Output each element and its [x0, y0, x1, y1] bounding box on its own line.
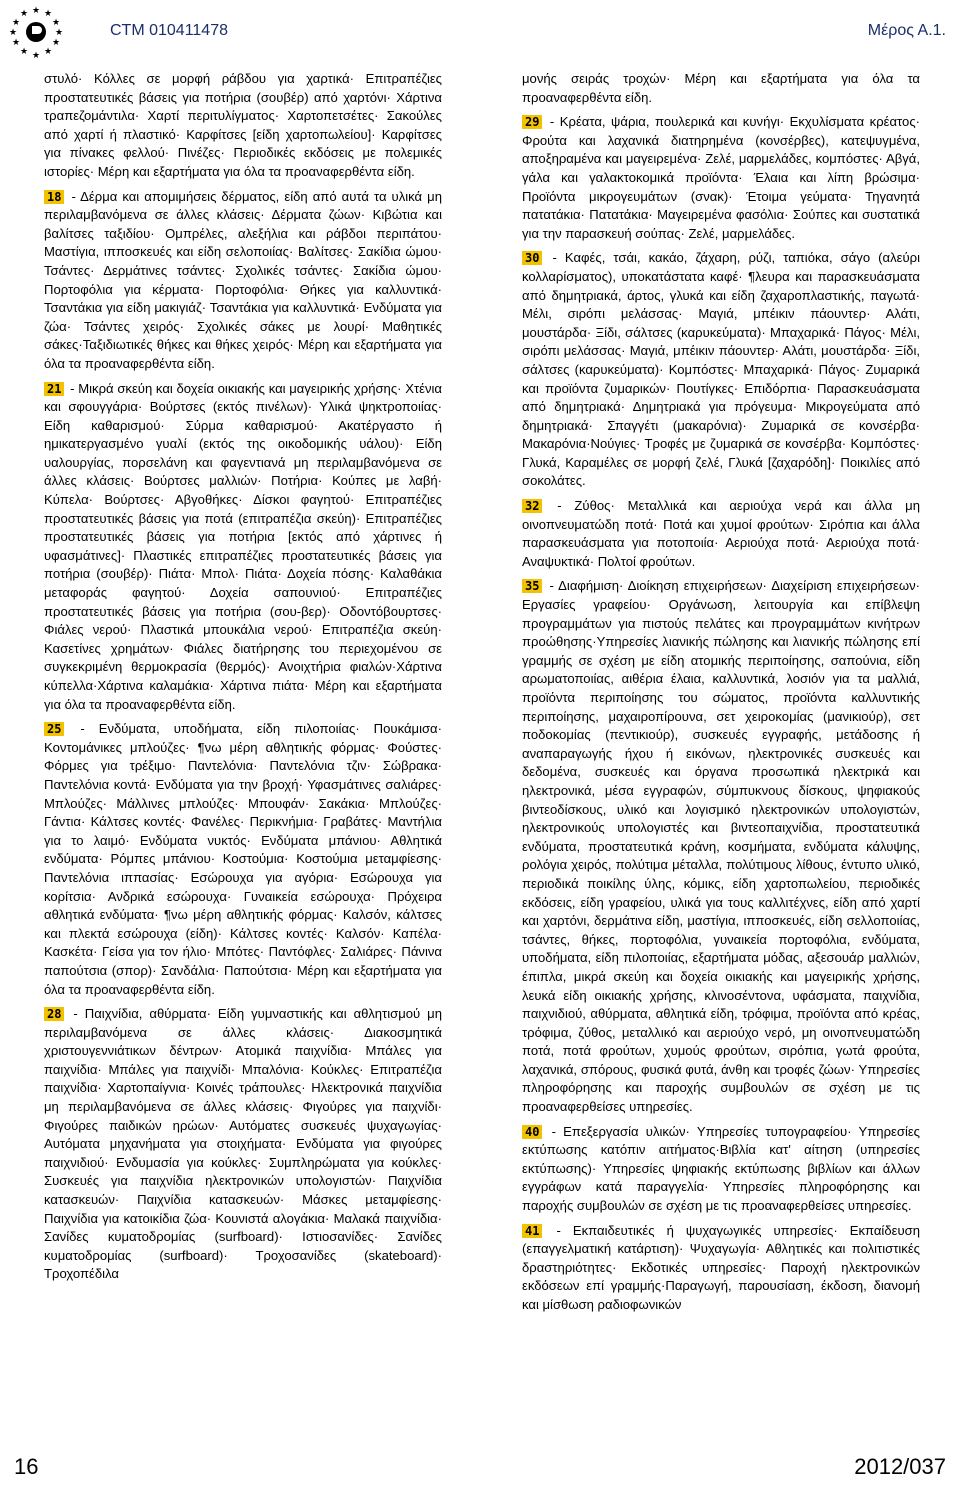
class-entry [44, 720, 442, 999]
class-text: - Παιχνίδια, αθύρματα· Είδη γυμναστικής και αθλητισμού μη περιλαμβανόμενα σε άλλες κλάσεις· Διακοσμητικά χριστουγεννιάτικων δέντρων· Ατομικά παιχνίδια· Μπάλες για παιχνίδια· Μπάλες για παιχνίδι· Μπαλόνια· Κούκλες· Επιτραπέζια παιχνίδια· Χαρτοπαίγνια· Κοινές τράπουλες· Ηλεκτρονικά παιχνίδια μη περιλαμβανόμενα σε άλλες κλάσεις· Φιγούρες για παιχνίδι· Φιγούρες παιδικών ηρώων· Αυτόματες συσκευές ψυχαγωγίας· Αυτόματα μηχανήματα για στοιχήματα· Ενδύματα για φιγούρες παιχνιδιού· Ενδυμασία για κούκλες· Συμπληρώματα για κούκλες· Συσκευές για παιχνίδια ηλεκτρονικών υπολογιστών· Παιχνίδια κατασκευών· Παιχνίδια κατασκευών· Μάσκες μεταμφίεσης· Παιχνίδια για κατοικίδια ζώα· Κουνιστά αλογάκια· Μαλακά παιχνίδια· Σανίδες κυματοδρομίας (surfboard)· Ιστιοσανίδες· Σανίδες κυματοδρομίας (surfboard)· Τροχοσανίδες (skateboard)· Τροχοπέδιλα [44, 1006, 442, 1282]
class-text: - Διαφήμιση· Διοίκηση επιχειρήσεων· Διαχείριση επιχειρήσεων· Εργασίες γραφείου· Οργάνωση, λειτουργία και επίβλεψη προγραμμάτων για πιστούς πελάτες και προγραμμάτων κινήτρων προώθησης·Υπηρεσίες λιανικής πώλησης και λιανικής πώλησης επί γραμμής σε σχέση με είδη ατομικής περιποίησης, σαπούνια, είδη αρωματοποιίας, αιθέρια έλαια, καλλυντικά, λοσιόν για τα μαλλιά, προϊόντα περιποίησης του σώματος, προϊόντα καλλυντικής περιποίησης, μαχαιροπίρουνα, σετ χειροκομίας (μανικιούρ), σετ ποδοκομίας (πεντικιούρ), συσκευές εγγραφής, μετάδοσης ή αναπαραγωγής ήχου ή εικόνων, ηλεκτρονικές συσκευές και δεδομένα, συσκευές και όργανα προσωπικά ηλεκτρικά και ηλεκτρονικά, μέσα εγγραφών, σύμπυκνους δίσκους, ψηφιακούς βιντεοδίσκους, υλικό και λογισμικό ηλεκτρονικών υπολογιστών, ηλεκτρονικούς υπολογιστές και βιντεοπαιχνίδια, προστατευτικά ενδύματα, προστατευτικά κράνη, κοσμήματα, ενδύματα κάλυψης, ρολόγια χειρός, πολύτιμα μέταλλα, πολύτιμους λίθους, έντυπο υλικό, περιοδικά ποικίλης ύλης, κόμικς, είδη χαρτοπωλείου, περιοδικές εκδόσεις, είδη γραφείου, υλικά για τους καλλιτέχνες, είδη από χαρτί και χαρτόνι, δερμάτινα είδη, μαστίγια, ιπποσκευές, είδη σελλοποιίας, τσάντες, θήκες, πορτοφόλια, γυναικεία πορτοφόλια, ενδύματα, υποδήματα, είδη πιλοποιίας, εξαρτήματα μόδας, αξεσουάρ μαλλιών, έπιπλα, μικρά σκεύη και δοχεία οικιακής και μαγειρικής χρήσης, λευκά είδη οικιακής χρήσης, κλινοσέντονα, υφάσματα, παιχνίδια, παιχνιδιού, αθύρματα, αθλητικά είδη, τρόφιμα, προϊόντα από κρέας, τρόφιμα, ζύθος, μεταλλικό και αεριούχο νερό, μη οινοπνευματώδη ποτά, ποτά φρούτων, χυμούς φρούτων, σιρόπια, γωτά φρούτα, λαχανικά, σπόρους, φυσικά φυτά, άνθη και τροφές ζώων· Υπηρεσίες πληροφόρησης και παροχής συμβουλών σε σχέση με τις προαναφερθείσες υπηρεσίες. [522, 578, 920, 1115]
class-number: 30 [522, 251, 542, 265]
svg-text:★: ★ [43, 9, 53, 19]
class-text: - Μικρά σκεύη και δοχεία οικιακής και μαγειρικής χρήσης· Χτένια και σφουγγάρια· Βούρτσες (εκτός πινέλων)· Υλικά ψηκτροποιίας· Είδη καθαρισμού· Σύρμα καθαρισμού· Ακατέργαστο ή ημικατεργασμένο γυαλί (εκτός της οικοδομικής υάλου)· Είδη υαλουργίας, πορσελάνη και φαγεντιανά μη περιλαμβανόμενα σε άλλες κλάσεις· Βούρτσες μαλλιών· Ποτήρια· Κούπες με λαβή· Κύπελα· Βούρτσες· Αβγοθήκες· Δίσκοι φαγητού· Επιτραπέζιες προστατευτικές βάσεις για ποτά (επιτραπέζια σκεύη)· Επιτραπέζιες προστατευτικές βάσεις για ποτήρια [εκτός από χάρτινες ή υφασμάτινες]· Πλαστικές επιτραπέζιες προστατευτικές βάσεις για ποτήρια (σουβέρ)· Πιάτα· Μπολ· Πιάτα· Δοχεία πόσης· Καλαθάκια μεταφοράς φαγητού· Δοχεία σαπουνιού· Επιτραπέζιες προστατευτικές βάσεις για ποτήρια (σου-βερ)· Οδοντόβουρτσες· Φιάλες νερού· Πλαστικά μπουκάλια νερού· Επιτραπέζια σκεύη· Κασετίνες χρημάτων· Φιάλες διατήρησης του περιεχομένου σε συγκεκριμένη θερμοκρασία (θερμός)· Ανοιχτήρια φιαλών·Χάρτινα κύπελλα·Χάρτινα καλαμάκια· Χάρτινα πιάτα· Μέρη και εξαρτήματα για όλα τα προαναφερθέντα είδη. [44, 380, 442, 712]
class-number: 29 [522, 115, 542, 129]
right-column [522, 70, 920, 1321]
class-number: 25 [44, 722, 64, 736]
class-number: 28 [44, 1007, 64, 1021]
class-entry [522, 577, 920, 1116]
class-number: 41 [522, 1224, 542, 1238]
class-text: - Κρέατα, ψάρια, πουλερικά και κυνήγι· Εκχυλίσματα κρέατος· Φρούτα και λαχανικά διατηρημένα (κονσέρβες), κατεψυγμένα, αποξηραμένα και μαγειρεμένα· Ζελέ, μαρμελάδες, κομπόστες· Αβγά, γάλα και γαλακτοκομικά προϊόντα· Έλαια και λίπη βρώσιμα· Προϊόντα μικρογευμάτων (σνακ)· Έτοιμα γεύματα· Τηγανητά πατατάκια· Πατατάκια· Μαγειρεμένα φασόλια· Σούπες και συστατικά για την παρασκευή σούπας· Ζελέ, μαρμελάδες. [522, 114, 920, 241]
class-number: 32 [522, 499, 542, 513]
class-text: - Εκπαιδευτικές ή ψυχαγωγικές υπηρεσίες· Εκπαίδευση (επαγγελματική κατάρτιση)· Ψυχαγωγία· Αθλητικές και πολιτιστικές δραστηριότητες· Εκδοτικές υπηρεσίες· Παροχή ηλεκτρονικών εκδόσεων επί γραμμής·Παραγωγή, παρουσίαση, έκδοση, διανομή και μίσθωση ραδιοφωνικών [522, 1222, 920, 1312]
class-text: - Καφές, τσάι, κακάο, ζάχαρη, ρύζι, ταπιόκα, σάγο (αλεύρι κολλαρίσματος), υποκατάστατα καφέ· ¶λευρα και παρασκευάσματα από δημητριακά, άρτος, γλυκά και είδη ζαχαροπλαστικής, παγωτά· Μέλι, σιρόπι μελάσσας· Μαγιά, μπέικιν πάουντερ· Αλάτι, μουστάρδα· Ξίδι, σάλτσες (καρυκεύματα)· Μπαχαρικά· Πάγος· Μέλι, σιρόπι μελάσσας· Μαγιά, μπέικιν πάουντερ· Αλάτι, μουστάρδα· Ξίδι, σάλτσες (καρυκεύματα)· Κομπόστες· Μπαχαρικά· Πάγος· Ζυμαρικά και προϊόντα ζυμαρικών· Πουτίγκες· Επιδόρπια· Παρασκευάσματα από δημητριακά· Δημητριακά για πρόγευμα· Μικρογεύματα από δημητριακά· Σπαγγέτι (μακαρόνια)· Ζυμαρικά σε κονσέρβα· Μακαρόνια·Νούγιες· Τροφές με ζυμαρικά σε κονσέρβα· Κομπόστες· Γλυκά, Καραμέλες σε μορφή ζελέ, Γλυκά [ζαχαρόδη]· Ποικιλίες από σοκολάτες. [522, 250, 920, 489]
class-entry [522, 1222, 920, 1315]
class-number: 40 [522, 1125, 542, 1139]
svg-text:★: ★ [19, 9, 29, 19]
svg-text:★: ★ [11, 38, 21, 48]
eu-stars-emblem-icon [8, 4, 64, 60]
class-text: - Δέρμα και απομιμήσεις δέρματος, είδη από αυτά τα υλικά μη περιλαμβανόμενα σε άλλες κλάσεις· Δέρματα ζώων· Κιβώτια και βαλίτσες ταξιδίου· Ομπρέλες, αλεξήλια και ράβδοι περιπάτου· Μαστίγια, ιπποσκευές και είδη σελοποιίας· Βαλίτσες· Σακίδια ώμου· Τσάντες· Δερμάτινες τσάντες· Σχολικές τσάντες· Σακίδια ώμου· Πορτοφόλια για κέρματα· Πορτοφόλια· Θήκες για καλλυντικά· Τσαντάκια για είδη μακιγιάζ· Τσαντάκια για καλλυντικά· Ενδύματα για ζώα· Τσάντες χειρός· Σχολικές σάκες με λουρί· Μαθητικές σάκες·Ταξιδιωτικές θήκες και θήκες χειρός· Μέρη και εξαρτήματα για όλα τα προαναφερθέντα είδη. [44, 188, 442, 371]
document-id: CTM 010411478 [110, 22, 228, 39]
continued-text: στυλό· Κόλλες σε μορφή ράβδου για χαρτικά· Επιτραπέζιες προστατευτικές βάσεις για ποτήρια (σουβέρ) από χαρτόνι· Χάρτινα τραπεζομάντιλα· Χαρτί περιτυλίγματος· Χαρτοπετσέτες· Σακούλες από χαρτί ή πλαστικό· Καρφίτσες [είδη χαρτοπωλείου]· Καρφίτσες για πίνακες φελλού· Πινέζες· Περιοδικές εκδόσεις με πολεμικές ιστορίες· Μέρη και εξαρτήματα για όλα τα προαναφερθέντα είδη. [44, 71, 442, 179]
class-number: 21 [44, 382, 64, 396]
class-number: 35 [522, 579, 542, 593]
page-number: 16 [14, 1454, 39, 1479]
svg-text:★: ★ [8, 28, 18, 38]
class-entry [44, 380, 442, 715]
class-number: 18 [44, 190, 64, 204]
class-text: - Ζύθος· Μεταλλικά και αεριούχα νερά και άλλα μη οινοπνευματώδη ποτά· Ποτά και χυμοί φρούτων· Σιρόπια και άλλα παρασκευάσματα για ποτοποιία· Αεριούχα ποτά· Αεριούχα ποτά· Αναψυκτικά· Πολτοί φρούτων. [522, 498, 920, 569]
bulletin-issue: 2012/037 [854, 1454, 946, 1479]
class-entry [522, 113, 920, 243]
svg-text:★: ★ [31, 51, 41, 60]
svg-text:★: ★ [11, 18, 21, 28]
svg-text:★: ★ [43, 47, 53, 57]
continued-text: μονής σειράς τροχών· Μέρη και εξαρτήματα για όλα τα προαναφερθέντα είδη. [522, 71, 920, 105]
svg-text:★: ★ [19, 47, 29, 57]
svg-text:★: ★ [54, 28, 64, 38]
class-entry [522, 249, 920, 491]
class-entry [44, 188, 442, 374]
svg-text:★: ★ [51, 18, 61, 28]
svg-text:★: ★ [31, 6, 41, 16]
class-text: - Ενδύματα, υποδήματα, είδη πιλοποιίας· Πουκάμισα· Κοντομάνικες μπλούζες· ¶νω μέρη αθλητικής φόρμας· Φούστες· Φόρμες για τρέξιμο· Παντελόνια· Παντελόνια τζιν· Σώβρακα· Παντελόνια κοντά· Ενδύματα για την βροχή· Υφασμάτινες σαλιάρες· Μπλούζες· Μάλλινες μπλούζες· Μπουφάν· Σακάκια· Μπλούζες· Γάντια· Κάλτσες κοντές· Φανέλες· Περικνήμια· Γραβάτες· Μαντήλια για το λαιμό· Ενδύματα νυκτός· Ενδύματα μπάνιου· Αθλητικά ενδύματα· Ρόμπες μπάνιου· Κοστούμια· Κοστούμια μεταμφίεσης· Παντελόνια ιππασίας· Εσώρουχα για αγόρια· Εσώρουχα για κορίτσια· Ανδρικά εσώρουχα· Γυναικεία εσώρουχα· Πρόχειρα αθλητικά ενδύματα· ¶νω μέρη αθλητικής φόρμας· Καλσόν, κάλτσες και πλεκτά εσώρουχα (είδη)· Κάλτσες κοντές· Καλσόν· Καπέλα· Κασκέτα· Γείσα για τον ήλιο· Μπότες· Παντόφλες· Σαλιάρες· Πάνινα παπούτσια (σπορ)· Σανδάλια· Παπούτσια· Μέρη και εξαρτήματα για όλα τα προαναφερθέντα είδη. [44, 721, 442, 997]
class-entry [522, 497, 920, 571]
left-column [44, 70, 442, 1290]
class-text: - Επεξεργασία υλικών· Υπηρεσίες τυπογραφείου· Υπηρεσίες εκτύπωσης κατόπιν αιτήματος·Βιβλία κατ' αίτηση (υπηρεσίες εκτύπωσης)· Υπηρεσίες ψηφιακής εκτύπωσης βιβλίων και άλλων εγγράφων κατά παραγγελία· Υπηρεσίες πληροφόρησης και παροχής συμβουλών σε σχέση με τις προαναφερθείσες υπηρεσίες. [522, 1123, 920, 1214]
class-entry [44, 1005, 442, 1284]
part-label: Μέρος Α.1. [867, 22, 946, 39]
class-entry [522, 1123, 920, 1216]
svg-text:★: ★ [51, 38, 61, 48]
